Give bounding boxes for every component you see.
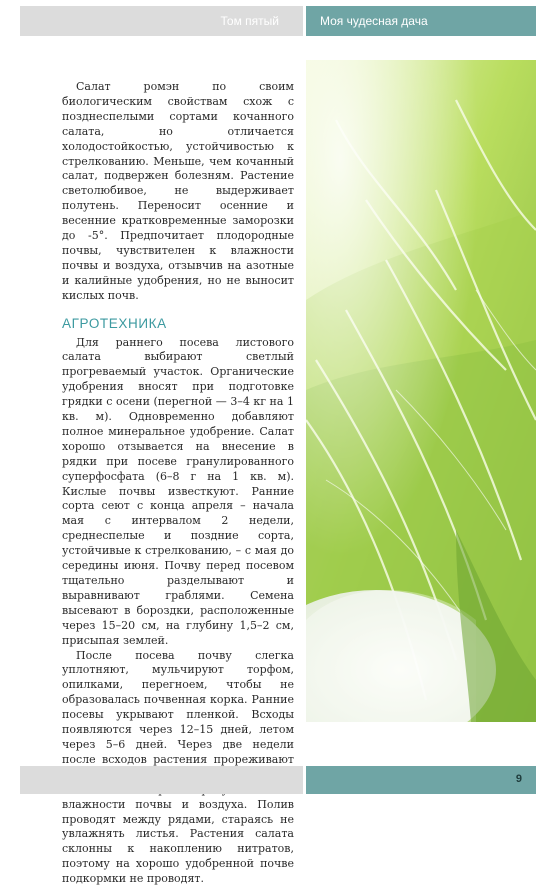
header-series-bar (306, 6, 536, 36)
page-number: 9 (515, 773, 522, 785)
agrotech-paragraph-1: Для раннего посева листового салата выбирают светлый прогреваемый участок. Органические удобрения вносят при подготовке грядки с осени (перегной — 3–4 кг на 1 кв. м). Одновременно добавляют полное минеральное удобрение. Салат хорошо отзывается на внесение в рядки при посеве гранулированного суперфосфата (6–8 г на 1 кв. м). Кислые почвы известкуют. Ранние сорта сеют с конца апреля – начала мая с интервалом 2 недели, среднеспелые и поздние сорта, устойчивые к стрелкованию, – с мая до середины июня. Почву перед посевом тщательно разделывают и выравнивают граблями. Семена высевают в бороздки, расположенные через 15–20 см, на глубину 1,5–2 см, присыпая землей. (62, 335, 294, 647)
intro-paragraph: Салат ромэн по своим биологическим свойствам схож с позднеспелыми сортами кочанного салата, но отличается холодостойкостью, устойчивостью к стрелкованию. Меньше, чем кочанный салат, подвержен болезням. Растение светолюбивое, не выдерживает полутень. Переносит осенние и весенние кратковременные заморозки до -5°. Предпочитает плодородные почвы, чувствителен к влажности почвы и воздуха, отзывчив на азотные и калийные удобрения, но не выносит кислых почв. (62, 80, 294, 302)
lettuce-leaf-illustration (306, 60, 536, 722)
footer-accent-bar (306, 766, 536, 794)
header-volume-bar (20, 6, 303, 36)
footer-gray-bar (20, 766, 303, 794)
lettuce-photo (306, 60, 536, 722)
section-heading: АГРОТЕХНИКА (62, 315, 167, 331)
agrotech-paragraph-2: После посева почву слегка уплотняют, мульчируют торфом, опилками, перегноем, чтобы не образовалась почвенная корка. Ранние посевы укрывают пленкой. Всходы появляются через 12–15 дней, летом через 5–6 дней. Через две недели после всходов растения прореживают влажности почвы и воздуха. Полив проводят между рядами, стараясь не увлажнять листья. Растения салата склонны к накоплению нитратов, поэтому на хорошо удобренной почве подкормки не проводят. (62, 648, 294, 886)
header-series-label: Моя чудесная дача (320, 14, 428, 28)
header-volume-label: Том пятый (220, 14, 279, 28)
